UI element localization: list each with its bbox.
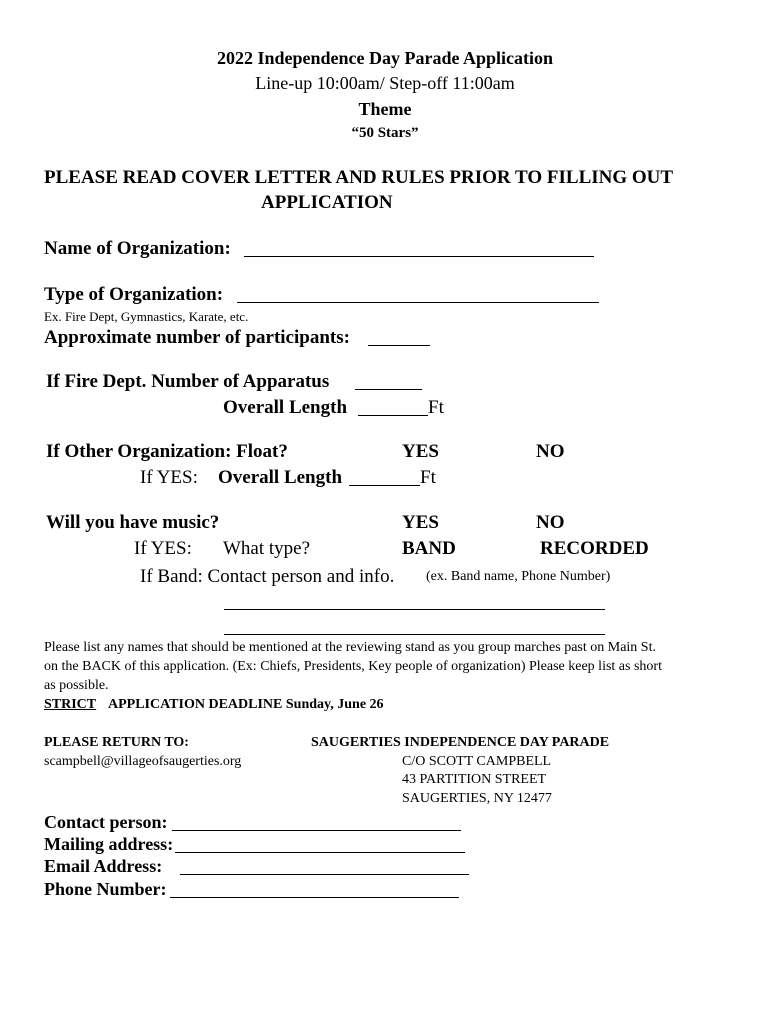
fire-length-field[interactable] xyxy=(358,415,428,416)
strict-label: STRICT xyxy=(44,697,97,712)
float-length-label: Overall Length xyxy=(218,467,343,488)
contact-person-label: Contact person: xyxy=(44,812,168,832)
return-city: SAUGERTIES, NY 12477 xyxy=(402,791,552,806)
band-contact-example: (ex. Band name, Phone Number) xyxy=(426,569,611,584)
phone-number-field[interactable] xyxy=(170,897,459,898)
band-contact-field-1[interactable] xyxy=(224,609,605,610)
float-if-yes-label: If YES: xyxy=(140,467,198,488)
music-band-option[interactable]: BAND xyxy=(402,538,456,559)
participants-label: Approximate number of participants: xyxy=(44,327,350,348)
org-name-label: Name of Organization: xyxy=(44,238,231,259)
music-yes-option[interactable]: YES xyxy=(402,512,439,533)
float-no-option[interactable]: NO xyxy=(536,441,565,462)
instructions-line-3: as possible. xyxy=(44,678,109,693)
return-street: 43 PARTITION STREET xyxy=(402,772,547,787)
org-type-example: Ex. Fire Dept, Gymnastics, Karate, etc. xyxy=(44,309,249,324)
mailing-address-field[interactable] xyxy=(175,852,465,853)
notice-line-2: APPLICATION xyxy=(261,192,393,213)
org-type-field[interactable] xyxy=(237,302,599,303)
fire-length-label: Overall Length xyxy=(223,397,348,418)
music-no-option[interactable]: NO xyxy=(536,512,565,533)
notice-line-1: PLEASE READ COVER LETTER AND RULES PRIOR TO FILLING OUT xyxy=(44,167,674,188)
return-attn: C/O SCOTT CAMPBELL xyxy=(402,754,552,769)
band-contact-field-2[interactable] xyxy=(224,634,605,635)
music-type-label: What type? xyxy=(223,538,311,559)
contact-person-field[interactable] xyxy=(172,830,461,831)
theme-value: “50 Stars” xyxy=(351,125,419,141)
float-length-unit: Ft xyxy=(420,467,436,488)
mailing-address-label: Mailing address: xyxy=(44,834,174,854)
band-contact-label: If Band: Contact person and info. xyxy=(140,566,395,587)
fire-apparatus-label: If Fire Dept. Number of Apparatus xyxy=(46,371,330,392)
return-to-label: PLEASE RETURN TO: xyxy=(44,735,189,750)
fire-apparatus-field[interactable] xyxy=(355,389,422,390)
phone-number-label: Phone Number: xyxy=(44,879,167,899)
lineup-time: Line-up 10:00am/ Step-off 11:00am xyxy=(255,73,515,93)
music-if-yes-label: If YES: xyxy=(134,538,192,559)
return-email[interactable]: scampbell@villageofsaugerties.org xyxy=(44,754,242,769)
float-length-field[interactable] xyxy=(349,485,420,486)
instructions-line-2: on the BACK of this application. (Ex: Chiefs, Presidents, Key people of organization) Please keep list as short xyxy=(44,659,662,674)
email-address-field[interactable] xyxy=(180,874,469,875)
email-address-label: Email Address: xyxy=(44,856,163,876)
float-question: If Other Organization: Float? xyxy=(46,441,288,462)
music-recorded-option[interactable]: RECORDED xyxy=(540,538,649,559)
return-org: SAUGERTIES INDEPENDENCE DAY PARADE xyxy=(311,735,610,750)
music-question: Will you have music? xyxy=(46,512,220,533)
theme-label: Theme xyxy=(358,99,412,119)
fire-length-unit: Ft xyxy=(428,397,444,418)
form-title: 2022 Independence Day Parade Application xyxy=(216,48,554,68)
org-name-field[interactable] xyxy=(244,256,594,257)
participants-field[interactable] xyxy=(368,345,430,346)
instructions-line-1: Please list any names that should be mentioned at the reviewing stand as you group marches past on Main St. xyxy=(44,640,656,655)
float-yes-option[interactable]: YES xyxy=(402,441,439,462)
org-type-label: Type of Organization: xyxy=(44,284,224,305)
deadline-text: APPLICATION DEADLINE Sunday, June 26 xyxy=(108,697,384,712)
